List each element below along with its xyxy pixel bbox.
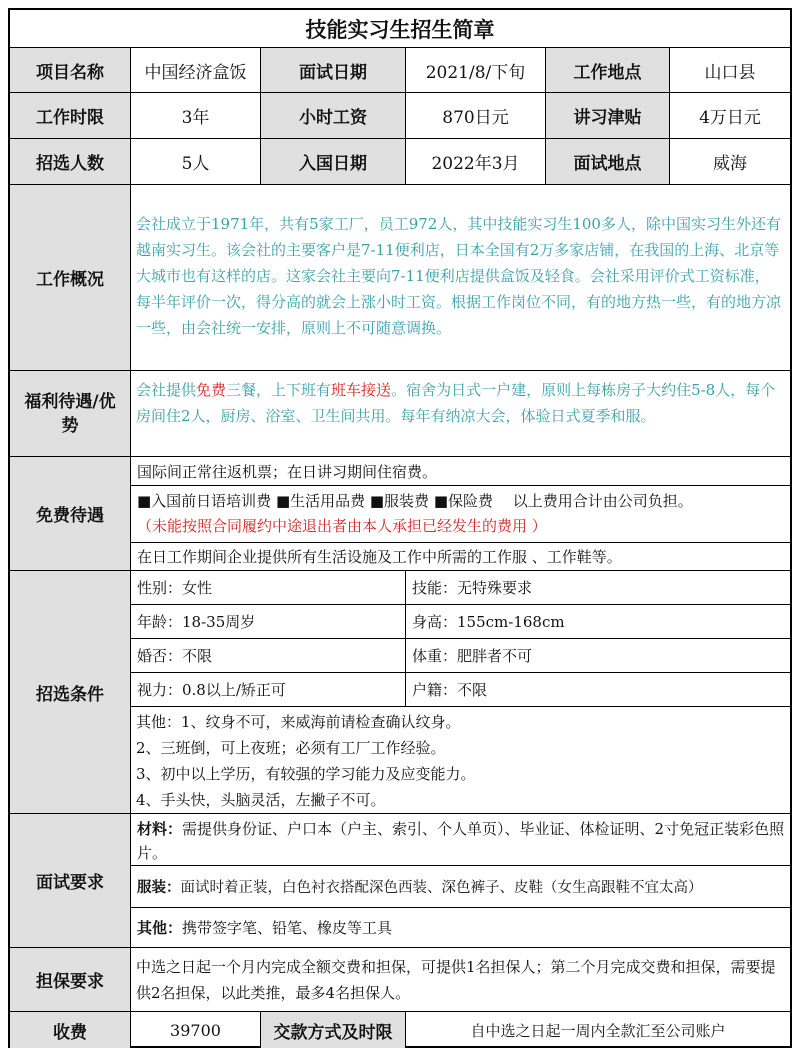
- free-meals-highlight: 免费: [196, 381, 227, 399]
- condition-household: 户籍：不限: [406, 673, 790, 707]
- work-location-value: 山口县: [704, 62, 756, 83]
- welfare-text-2: 三餐，上下班有: [226, 381, 332, 399]
- free-line-1: 国际间正常往返机票；在日讲习期间住宿费。: [131, 457, 790, 486]
- other-item-1: 其他：1、纹身不可，来威海前请检查确认纹身。: [136, 713, 461, 731]
- other-item-3: 3、初中以上学历，有较强的学习能力及应变能力。: [136, 765, 476, 783]
- condition-marital: 婚否：不限: [131, 639, 406, 673]
- conditions-label: 招选条件: [10, 571, 131, 813]
- recruit-count-value: 5人: [131, 139, 261, 184]
- condition-age: 年龄：18-35周岁: [131, 605, 406, 639]
- work-term-value: 3年: [131, 93, 261, 138]
- fee-label: 收费: [10, 1012, 131, 1048]
- entry-date-value: 2022年3月: [406, 139, 546, 184]
- attire-label: 服装：: [137, 880, 181, 896]
- interview-other: [131, 908, 790, 947]
- interview-other-text: 携带签字笔、铅笔、橡皮等工具: [182, 919, 393, 937]
- fee-row: [10, 1012, 790, 1048]
- free-line-2-block: [131, 486, 790, 543]
- interview-other-label: 其他：: [137, 919, 183, 937]
- payment-method-label: 交款方式及时限: [261, 1012, 406, 1048]
- basic-row-3: [10, 139, 790, 185]
- welfare-text-3: 。宿舍为日式一户建，原则上每栋房子大约住5-8人，每个房间住2人，厨房、浴室、卫生间共用。每年有纳凉大会，体验日式夏季和服。: [136, 381, 776, 425]
- free-line-3: （未能按照合同履约中途退出者由本人承担已经发生的费用 ）: [137, 517, 547, 535]
- materials-text: 需提供身份证、户口本（户主、索引、个人单页）、毕业证、体检证明、2寸免冠正装彩色照片。: [137, 820, 785, 862]
- condition-height: 身高：155cm-168cm: [406, 605, 790, 639]
- fee-amount: 39700: [131, 1012, 261, 1048]
- welfare-text: [131, 377, 787, 429]
- overview-label: 工作概况: [10, 185, 131, 370]
- materials-label: 材料：: [137, 820, 183, 838]
- guarantee-row: [10, 948, 790, 1012]
- hourly-wage-label: 小时工资: [261, 93, 406, 138]
- welfare-label: 福利待遇/优势: [10, 371, 131, 456]
- interview-row: [10, 814, 790, 948]
- attire-text: 面试时着正装，白色衬衣搭配深色西装、深色裤子、皮鞋（女生高跟鞋不宜太高）: [180, 880, 703, 896]
- work-term-label: 工作时限: [10, 93, 131, 138]
- entry-date-label: 入国日期: [261, 139, 406, 184]
- recruit-count-label: 招选人数: [10, 139, 131, 184]
- interview-date-label: 面试日期: [261, 48, 406, 92]
- overview-text: 会社成立于1971年，共有5家工厂，员工972人，其中技能实习生100多人，除中国实习生外还有越南实习生。该会社的主要客户是7-11便利店，日本全国有2万多家店铺，在我国的上海、北京等大城市也有这样的店。这家会社主要向7-11便利店提供盒饭及轻食。会社采用评价式工资标准，每半年评价一次，得分高的就会上涨小时工资。根据工作岗位不同，有的地方热一些，有的地方凉一些，由会社统一安排，原则上不可随意调换。: [136, 215, 782, 337]
- condition-weight: 体重：肥胖者不可: [406, 639, 790, 673]
- payment-method-value: 自中选之日起一周内全款汇至公司账户: [470, 1021, 726, 1040]
- interview-date-value: 2021/8/下旬: [406, 48, 546, 92]
- conditions-other: [131, 709, 787, 813]
- other-item-2: 2、三班倒，可上夜班；必须有工厂工作经验。: [136, 739, 446, 757]
- title-row: [10, 10, 790, 48]
- conditions-row: [10, 571, 790, 814]
- guarantee-text: 中选之日起一个月内完成全额交费和担保，可提供1名担保人；第二个月完成交费和担保，需要提供2名担保，以此类推，最多4名担保人。: [136, 958, 776, 1002]
- interview-location-label: 面试地点: [546, 139, 670, 184]
- condition-vision: 视力：0.8以上/矫正可: [131, 673, 406, 707]
- free-line-4: 在日工作期间企业提供所有生活设施及工作中所需的工作服 、工作鞋等。: [137, 548, 622, 566]
- guarantee-label: 担保要求: [10, 948, 131, 1011]
- free-benefits-row: [10, 457, 790, 571]
- page-title: 技能实习生招生简章: [305, 17, 495, 42]
- overview-row: [10, 185, 790, 371]
- interview-attire: [131, 866, 790, 908]
- shuttle-highlight: 班车接送: [331, 381, 392, 399]
- free-benefits-label: 免费待遇: [10, 457, 131, 570]
- work-location-label: 工作地点: [546, 48, 670, 92]
- welfare-row: [10, 371, 790, 457]
- interview-label: 面试要求: [10, 814, 131, 947]
- free-line-2: ■入国前日语培训费 ■生活用品费 ■服装费 ■保险费 以上费用合计由公司负担。: [137, 492, 693, 510]
- project-name-value: 中国经济盒饭: [131, 48, 261, 92]
- recruitment-document: [8, 8, 792, 1048]
- hourly-wage-value: 870日元: [406, 93, 546, 138]
- training-allowance-label: 讲习津贴: [546, 93, 670, 138]
- condition-skill: 技能：无特殊要求: [406, 571, 790, 605]
- interview-materials: [131, 814, 790, 866]
- training-allowance-value: 4万日元: [699, 108, 761, 128]
- basic-row-1: [10, 48, 790, 93]
- condition-gender: 性别：女性: [131, 571, 406, 605]
- interview-location-value: 威海: [713, 154, 747, 174]
- other-item-4: 4、手头快，头脑灵活，左撇子不可。: [136, 791, 386, 809]
- welfare-text-1: 会社提供: [136, 381, 197, 399]
- basic-row-2: [10, 93, 790, 139]
- project-name-label: 项目名称: [10, 48, 131, 92]
